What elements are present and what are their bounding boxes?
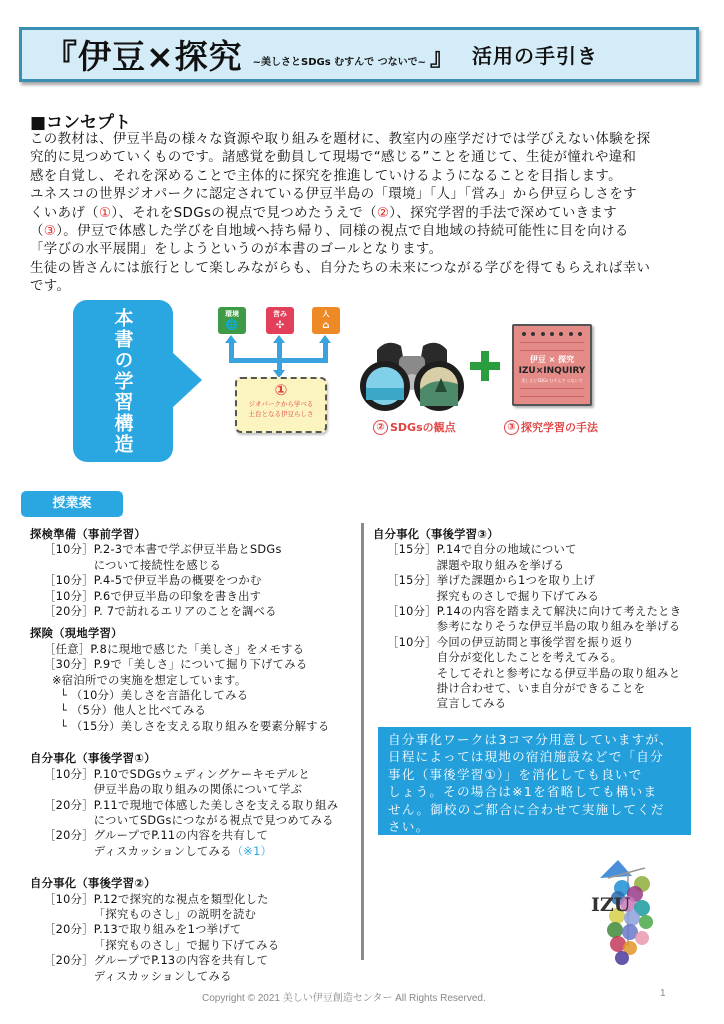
arrow-up-icon — [225, 335, 237, 343]
logo-text: IZU — [591, 894, 631, 916]
sdgs-caption: ② SDGsの観点 — [373, 419, 456, 435]
binoculars-icon — [357, 338, 467, 412]
geopark-card: ① ジオパークから学べる 土台となる伊豆らしさ — [235, 377, 327, 433]
earth-hands-icon: 🌐 — [225, 320, 239, 331]
concept-line: この教材は、伊豆半島の様々な資源や取り組みを題材に、教室内の座学だけでは学びえない体験を探 — [30, 132, 651, 147]
concept-line: 「学びの水平展開」をしようというのが本書のゴールとなります。 — [30, 242, 443, 258]
network-icon: ✣ — [275, 320, 285, 331]
concept-line: ユネスコの世界ジオパークに認定されている伊豆半島の「環境」「人」「営み」から伊豆らしさをす — [30, 187, 637, 203]
method-caption: ③ 探究学習の手法 — [504, 419, 598, 435]
plan-item: ［10分］ 今回の伊豆訪問と事後学習を振り返り 自分が変化したことを考えてみる。 そしてそれと参考になる伊豆半島の取り組みと 掛け合わせて、いま自分ができることを 宣言してみる — [387, 635, 681, 711]
concept-heading: ■コンセプト — [30, 113, 132, 133]
plan-item: ［30分］ P.9で「美しさ」について掘り下げてみる — [44, 658, 308, 672]
structure-pointer-icon — [172, 352, 202, 408]
plan-item: ［任意］ P.8に現地で感じた「美しさ」をメモする — [44, 642, 305, 656]
plan-item: ［10分］ P.10でSDGsウェディングケーキモデルと 伊豆半島の取り組みの関係について学ぶ — [44, 767, 310, 797]
plan-item: ［20分］ P.13で取り組みを1つ挙げて 「探究ものさし」で掘り下げてみる — [44, 923, 280, 952]
marker-1: ① — [98, 205, 112, 221]
title-main: 『伊豆×探究 — [44, 37, 243, 76]
plan-item: ［20分］ P.11で現地で体感した美しさを支える取り組み についてSDGsにつながる視点で見つめてみる — [44, 798, 339, 827]
concept-line: 感を自覚し、それを深めることで主体的に探究を推進していけるようになることを目指します。 — [30, 168, 622, 184]
inquiry-notebook — [512, 324, 592, 406]
concept-line: 究的に見つめていくものです。諸感覚を動員して現場で“感じる”ことを通じて、生徒が憧れや違和 — [30, 150, 637, 166]
lesson-plan-badge: 授業案 — [21, 491, 123, 517]
concept-line: （③）。伊豆で体感した学びを自地域へ持ち帰り、同様の視点で自地域の持続可能性に目を向ける — [30, 224, 629, 240]
info-note-box: 自分事化ワークは3コマ分用意していますが、 日程によっては現地の宿泊施設などで「自分 事化（事後学習①）」を消化しても良いで しょう。その場合は※1を省略しても構いま せん。御校のご都合に合わせて実施してくだ さい。 — [378, 727, 691, 835]
plan-left-column — [30, 527, 355, 991]
concept-line: くいあげ（①）、それをSDGsの視点で見つめたうえで（②）、探究学習的手法で深めていきます — [30, 205, 618, 221]
concept-line: です。 — [30, 279, 71, 295]
plan-item: ［20分］ グループでP.13の内容を共有して ディスカッションしてみる — [44, 954, 269, 983]
title-guide: 活用の手引き — [472, 44, 599, 68]
title-subtitle: ~美しさとSDGs むすんで つないで~ — [252, 57, 427, 68]
footnote-ref: （※1） — [231, 844, 273, 858]
plan-item: ［10分］ P.4-5で伊豆半島の概要をつかむ — [44, 574, 262, 588]
plan-section-reflection-1: 自分事化（事後学習①） ［10分］ P.10でSDGsウェディングケーキモデルと 伊豆半島の取り組みの関係について学ぶ ［20分］ P.11で現地で体感した美しさを支える取り組み についてSDGsにつながる視点で見つめてみる ［20分］ グループでP.11の内容を共有して ディスカッションしてみる（※1） — [30, 751, 355, 859]
arrow-up-icon — [273, 335, 285, 343]
plan-subitem: └ （10分）美しさを言語化してみる — [60, 689, 249, 703]
category-activity: 営み ✣ — [266, 307, 294, 334]
book-subtitle: 美しさとSDGs むすんで つないで — [521, 378, 583, 383]
plan-item: ［10分］ P.14の内容を踏まえて解決に向けて考えたとき 参考になりそうな伊豆半島の取り組みを挙げる — [387, 605, 682, 634]
plan-section-fieldwork: 探険（現地学習） ［任意］ P.8に現地で感じた「美しさ」をメモする ［30分］ P.9で「美しさ」について掘り下げてみる ※宿泊所での実施を想定しています。 └ （10分）美しさを言語化してみる └ （5分）他人と比べてみる └ （15分）美しさを支える取り組みを要素分解する — [30, 626, 355, 734]
plan-item: ［10分］ P.6で伊豆半島の印象を書き出す — [44, 589, 262, 603]
plan-section-reflection-3: 自分事化（事後学習③） ［15分］ P.14で自分の地域について 課題や取り組みを挙げる ［15分］ 挙げた課題から1つを取り上げ 探究ものさしで掘り下げてみる ［10分］ P.14の内容を踏まえて解決に向けて考えたとき 参考になりそうな伊豆半島の取り組みを挙げる ［10分］ 今回の伊豆訪問と事後学習を振り返り 自分が変化したことを考えてみる。 そしてそれと参考になる伊豆半島の取り組みと 掛け合わせて、いま自分ができることを 宣言してみる — [373, 527, 703, 712]
book-title-en: IZU×INQUIRY — [518, 366, 586, 376]
plan-item: ［15分］ 挙げた課題から1つを取り上げ 探究ものさしで掘り下げてみる — [387, 574, 600, 603]
plan-section-reflection-2: 自分事化（事後学習②） ［10分］ P.12で探究的な視点を類型化した 「探究ものさし」の説明を読む ［20分］ P.13で取り組みを1つ挙げて 「探究ものさし」で掘り下げてみる ［20分］ グループでP.13の内容を共有して ディスカッションしてみる — [30, 876, 355, 984]
marker-3: ③ — [43, 224, 57, 240]
marker-2: ② — [376, 205, 390, 221]
plan-subitem: └ （5分）他人と比べてみる — [60, 704, 207, 718]
plan-item: ［15分］ P.14で自分の地域について 課題や取り組みを挙げる — [387, 543, 577, 572]
connector-line — [229, 358, 328, 363]
structure-label: 本書の学習構造 — [73, 300, 173, 462]
category-people: 人 ⌂ — [312, 307, 340, 334]
concept-line: 生徒の皆さんには旅行として楽しみながらも、自分たちの未来につながる学びを得てもらえれば幸い — [30, 260, 651, 276]
plan-right-column — [373, 527, 703, 719]
plan-note: ※宿泊所での実施を想定しています。 — [52, 673, 247, 687]
plan-item: ［20分］ グループでP.11の内容を共有して ディスカッションしてみる（※1） — [44, 829, 273, 858]
arrow-up-icon — [319, 335, 331, 343]
plan-item: ［10分］ P.2-3で本書で学ぶ伊豆半島とSDGs について接続性を感じる — [44, 543, 282, 572]
title-close-bracket: 』 — [430, 43, 455, 71]
book-title-jp: 伊豆 × 探究 — [529, 355, 575, 364]
copyright-footer: Copyright © 2021 美しい伊豆創造センター All Rights Reserved. — [202, 993, 486, 1004]
page-number: 1 — [660, 988, 666, 999]
plan-item: ［10分］ P.12で探究的な視点を類型化した 「探究ものさし」の説明を読む — [44, 892, 269, 921]
column-divider — [361, 523, 364, 960]
binding-dots — [522, 332, 582, 336]
category-environment: 環境 🌐 — [218, 307, 246, 334]
concept-body — [30, 131, 700, 297]
plan-subitem: └ （15分）美しさを支える取り組みを要素分解する — [60, 719, 330, 733]
plan-section-preparation: 探検準備（事前学習） ［10分］ P.2-3で本書で学ぶ伊豆半島とSDGs について接続性を感じる ［10分］ P.4-5で伊豆半島の概要をつかむ ［10分］ P.6で伊豆半島の印象を書き出す ［20分］ P. 7で訪れるエリアのことを調べる — [30, 527, 355, 619]
title-banner — [19, 27, 699, 82]
house-family-icon: ⌂ — [322, 320, 330, 331]
plan-item: ［20分］ P. 7で訪れるエリアのことを調べる — [44, 605, 277, 619]
plus-icon — [470, 351, 500, 381]
